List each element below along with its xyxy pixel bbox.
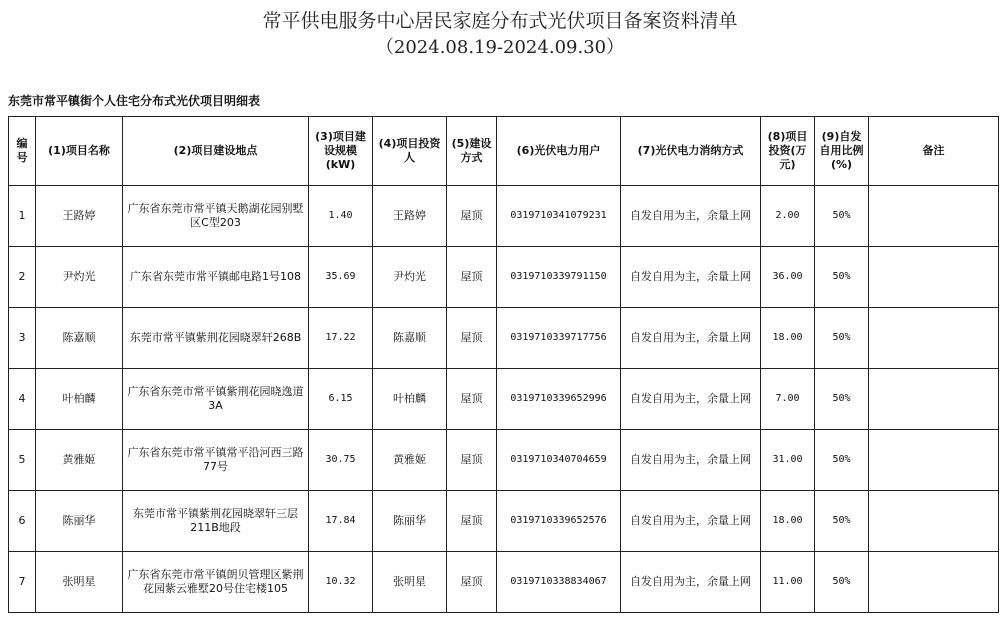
cell-investor: 张明星 [373, 552, 447, 613]
header-consumption: (7)光伏电力消纳方式 [621, 117, 761, 186]
date-range: （2024.08.19-2024.09.30） [375, 37, 625, 58]
table-header-row [9, 117, 999, 186]
header-project-name: (1)项目名称 [36, 117, 123, 186]
cell-project-name: 叶柏麟 [36, 369, 123, 430]
cell-consumption: 自发自用为主，余量上网 [621, 491, 761, 552]
project-table [8, 116, 999, 613]
cell-ratio: 50% [815, 308, 869, 369]
cell-project-name: 张明星 [36, 552, 123, 613]
table-row [9, 552, 999, 613]
header-ratio: (9)自发自用比例(%) [815, 117, 869, 186]
cell-ratio: 50% [815, 247, 869, 308]
cell-no: 2 [9, 247, 36, 308]
cell-location: 广东省东莞市常平镇邮电路1号108 [123, 247, 309, 308]
table-row [9, 308, 999, 369]
cell-investment: 36.00 [761, 247, 815, 308]
cell-remark [869, 308, 999, 369]
cell-power-user: 0319710340704659 [497, 430, 621, 491]
table-row [9, 491, 999, 552]
cell-investment: 31.00 [761, 430, 815, 491]
cell-power-user: 0319710341079231 [497, 186, 621, 247]
cell-ratio: 50% [815, 552, 869, 613]
cell-remark [869, 186, 999, 247]
cell-scale: 35.69 [309, 247, 373, 308]
cell-scale: 17.84 [309, 491, 373, 552]
cell-location: 广东省东莞市常平镇天鹅湖花园别墅区C型203 [123, 186, 309, 247]
cell-project-name: 陈丽华 [36, 491, 123, 552]
header-remark: 备注 [869, 117, 999, 186]
cell-investor: 陈丽华 [373, 491, 447, 552]
cell-project-name: 尹灼光 [36, 247, 123, 308]
cell-no: 7 [9, 552, 36, 613]
cell-ratio: 50% [815, 186, 869, 247]
table-row [9, 186, 999, 247]
header-investment: (8)项目投资(万元) [761, 117, 815, 186]
cell-power-user: 0319710339791150 [497, 247, 621, 308]
header-method: (5)建设方式 [447, 117, 497, 186]
cell-consumption: 自发自用为主，余量上网 [621, 308, 761, 369]
header-investor: (4)项目投资人 [373, 117, 447, 186]
table-caption: 东莞市常平镇街个人住宅分布式光伏项目明细表 [8, 94, 261, 108]
cell-scale: 30.75 [309, 430, 373, 491]
cell-investor: 王路婷 [373, 186, 447, 247]
cell-investment: 11.00 [761, 552, 815, 613]
cell-consumption: 自发自用为主，余量上网 [621, 186, 761, 247]
cell-location: 东莞市常平镇紫荆花园晓翠轩268B [123, 308, 309, 369]
cell-method: 屋顶 [447, 247, 497, 308]
cell-consumption: 自发自用为主，余量上网 [621, 247, 761, 308]
cell-remark [869, 247, 999, 308]
cell-no: 3 [9, 308, 36, 369]
cell-investment: 18.00 [761, 491, 815, 552]
cell-method: 屋顶 [447, 491, 497, 552]
cell-ratio: 50% [815, 491, 869, 552]
cell-investment: 18.00 [761, 308, 815, 369]
cell-power-user: 0319710339717756 [497, 308, 621, 369]
table-row [9, 369, 999, 430]
cell-investor: 陈嘉顺 [373, 308, 447, 369]
cell-method: 屋顶 [447, 552, 497, 613]
cell-project-name: 黄雅姬 [36, 430, 123, 491]
cell-location: 东莞市常平镇紫荆花园晓翠轩三层211B地段 [123, 491, 309, 552]
header-no: 编号 [9, 117, 36, 186]
cell-project-name: 王路婷 [36, 186, 123, 247]
cell-consumption: 自发自用为主，余量上网 [621, 430, 761, 491]
header-scale: (3)项目建设规模(kW) [309, 117, 373, 186]
cell-scale: 17.22 [309, 308, 373, 369]
cell-power-user: 0319710339652996 [497, 369, 621, 430]
cell-no: 6 [9, 491, 36, 552]
cell-scale: 1.40 [309, 186, 373, 247]
cell-location: 广东省东莞市常平镇常平沿河西三路77号 [123, 430, 309, 491]
cell-location: 广东省东莞市常平镇朗贝管理区紫荆花园紫云雅墅20号住宅楼105 [123, 552, 309, 613]
table-row [9, 430, 999, 491]
cell-method: 屋顶 [447, 186, 497, 247]
cell-no: 5 [9, 430, 36, 491]
document-title: 常平供电服务中心居民家庭分布式光伏项目备案资料清单 [262, 10, 738, 32]
cell-investment: 7.00 [761, 369, 815, 430]
cell-ratio: 50% [815, 369, 869, 430]
cell-investor: 黄雅姬 [373, 430, 447, 491]
cell-remark [869, 552, 999, 613]
header-power-user: (6)光伏电力用户 [497, 117, 621, 186]
cell-scale: 6.15 [309, 369, 373, 430]
table-body [9, 186, 999, 613]
cell-scale: 10.32 [309, 552, 373, 613]
cell-consumption: 自发自用为主，余量上网 [621, 369, 761, 430]
cell-location: 广东省东莞市常平镇紫荆花园晓逸道3A [123, 369, 309, 430]
cell-remark [869, 430, 999, 491]
cell-no: 1 [9, 186, 36, 247]
cell-remark [869, 491, 999, 552]
cell-investor: 尹灼光 [373, 247, 447, 308]
table-row [9, 247, 999, 308]
cell-investor: 叶柏麟 [373, 369, 447, 430]
cell-method: 屋顶 [447, 430, 497, 491]
cell-investment: 2.00 [761, 186, 815, 247]
cell-method: 屋顶 [447, 369, 497, 430]
cell-remark [869, 369, 999, 430]
cell-no: 4 [9, 369, 36, 430]
cell-power-user: 0319710339652576 [497, 491, 621, 552]
cell-power-user: 0319710338834067 [497, 552, 621, 613]
cell-method: 屋顶 [447, 308, 497, 369]
header-location: (2)项目建设地点 [123, 117, 309, 186]
cell-ratio: 50% [815, 430, 869, 491]
cell-project-name: 陈嘉顺 [36, 308, 123, 369]
cell-consumption: 自发自用为主，余量上网 [621, 552, 761, 613]
